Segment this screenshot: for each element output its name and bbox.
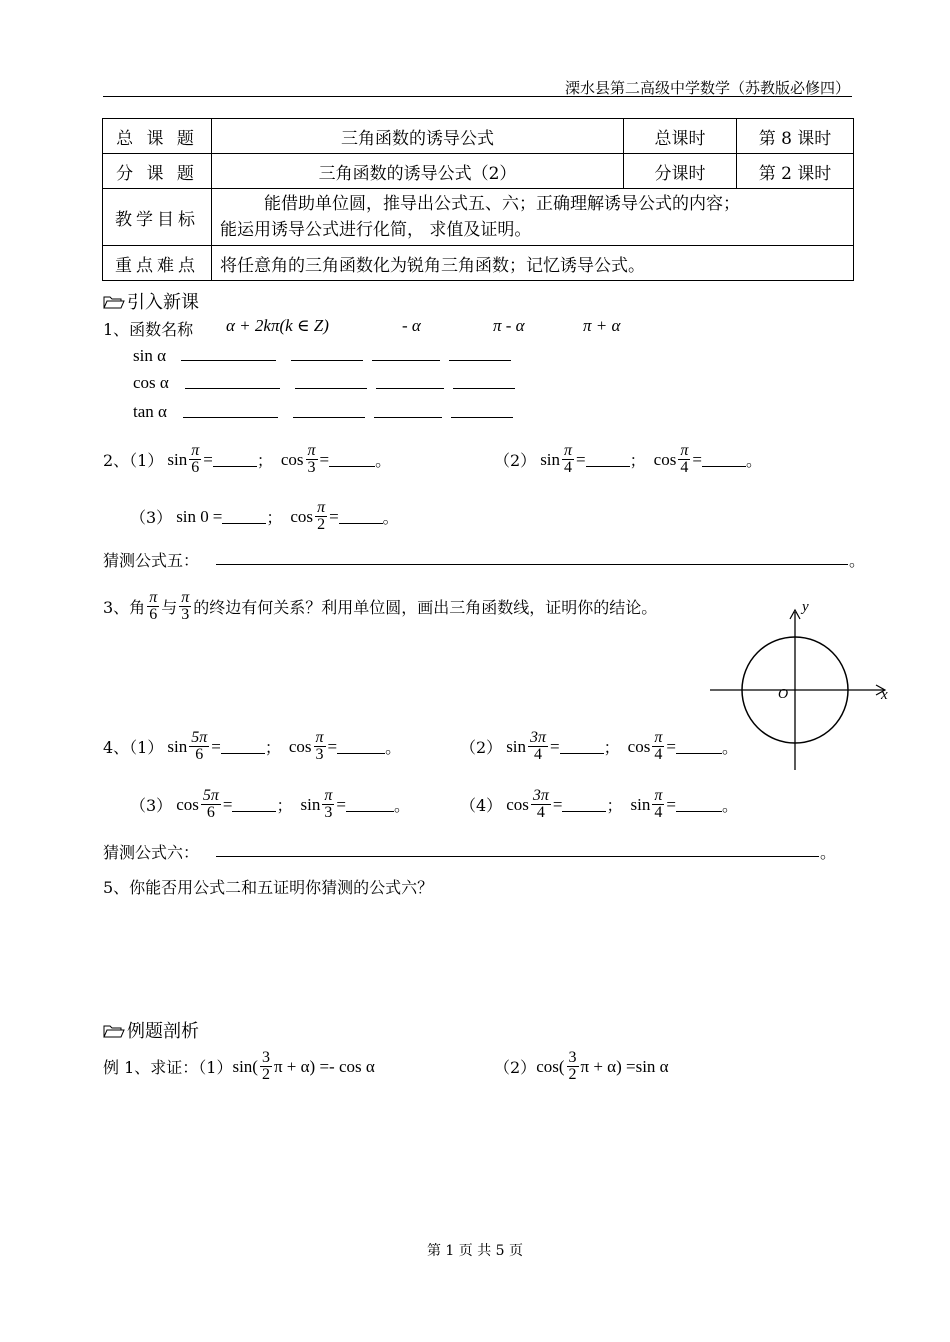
answer-blank[interactable] bbox=[586, 452, 630, 467]
fraction bbox=[322, 788, 334, 821]
teaching-goal-value bbox=[212, 189, 854, 246]
fraction bbox=[315, 500, 327, 533]
q4-part3 bbox=[130, 788, 410, 821]
section-intro bbox=[103, 288, 199, 314]
answer-blank[interactable] bbox=[213, 452, 257, 467]
sin-text: sin bbox=[167, 736, 188, 756]
sin-text: sin bbox=[300, 794, 321, 814]
separator: ； bbox=[606, 796, 623, 815]
fraction-numerator: 5π bbox=[202, 787, 219, 804]
answer-blank[interactable] bbox=[676, 797, 722, 812]
sin0-text: sin 0 bbox=[176, 506, 209, 526]
fraction-numerator: π bbox=[680, 442, 689, 459]
equals-sign: = bbox=[336, 794, 346, 814]
period: 。 bbox=[385, 738, 402, 757]
answer-blank[interactable] bbox=[562, 797, 606, 812]
fraction-denominator: 4 bbox=[680, 459, 689, 476]
fraction-numerator: π bbox=[564, 442, 573, 459]
fraction-numerator: 3 bbox=[261, 1049, 270, 1066]
separator: ； bbox=[629, 451, 646, 470]
example-1-part2-start: cos( bbox=[536, 1056, 565, 1076]
sin-text: sin bbox=[630, 794, 651, 814]
fraction bbox=[260, 1050, 272, 1083]
period: 。 bbox=[721, 738, 738, 757]
q4-part1 bbox=[103, 730, 401, 763]
table-row bbox=[103, 119, 854, 154]
equals-sign: = bbox=[329, 506, 339, 526]
fraction-denominator: 6 bbox=[191, 459, 200, 476]
q1-blank[interactable] bbox=[374, 403, 442, 418]
cos-text: cos bbox=[627, 736, 651, 756]
example-1-label: 例 1、求证：（1） bbox=[103, 1058, 233, 1077]
guess-formula-5-label: 猜测公式五： bbox=[103, 551, 200, 570]
example-1 bbox=[103, 1050, 375, 1083]
q1-col-3: π - α bbox=[493, 316, 525, 335]
table-row bbox=[103, 189, 854, 246]
x-axis-label: x bbox=[881, 687, 888, 703]
fraction bbox=[306, 443, 318, 476]
teaching-goal-line2: 能运用诱导公式进行化简， 求值及证明。 bbox=[220, 220, 532, 240]
fraction bbox=[201, 788, 221, 821]
fraction-denominator: 6 bbox=[149, 606, 158, 623]
answer-blank[interactable] bbox=[676, 739, 722, 754]
fraction bbox=[567, 1050, 579, 1083]
q4-part2-label: （2） bbox=[460, 738, 503, 757]
section-examples bbox=[103, 1017, 199, 1043]
q1-blank[interactable] bbox=[185, 374, 280, 389]
fraction-numerator: π bbox=[324, 787, 333, 804]
sin-text: sin bbox=[506, 736, 527, 756]
q3-mid: 与 bbox=[161, 598, 178, 617]
sin-text: sin bbox=[167, 449, 188, 469]
q2-part3-label: （3） bbox=[130, 508, 173, 527]
separator: ； bbox=[266, 508, 283, 527]
q4-part4 bbox=[460, 788, 738, 821]
equals-sign: = bbox=[550, 736, 560, 756]
cos-text: cos bbox=[280, 449, 304, 469]
q1-blank[interactable] bbox=[451, 403, 513, 418]
fraction bbox=[531, 788, 551, 821]
fraction-denominator: 4 bbox=[654, 804, 663, 821]
q4-part4-label: （4） bbox=[460, 796, 503, 815]
fraction-denominator: 2 bbox=[261, 1066, 270, 1083]
fraction bbox=[562, 443, 574, 476]
answer-blank[interactable] bbox=[329, 452, 375, 467]
q2-part2 bbox=[494, 443, 762, 476]
fraction bbox=[147, 590, 159, 623]
fraction-numerator: π bbox=[654, 787, 663, 804]
table-row bbox=[103, 246, 854, 281]
fraction-denominator: 6 bbox=[206, 804, 215, 821]
fraction-denominator: 3 bbox=[315, 746, 324, 763]
fraction-numerator: 3 bbox=[568, 1049, 577, 1066]
fraction bbox=[652, 788, 664, 821]
separator: ； bbox=[264, 738, 281, 757]
q5-text: 5、你能否用公式二和五证明你猜测的公式六？ bbox=[103, 878, 434, 897]
q1-blank[interactable] bbox=[293, 403, 365, 418]
q1-blank[interactable] bbox=[372, 346, 440, 361]
equals-sign: = bbox=[319, 449, 330, 469]
q1-row-tan: tan α bbox=[133, 402, 167, 421]
answer-blank[interactable] bbox=[222, 509, 266, 524]
guess-formula-6-label: 猜测公式六： bbox=[103, 843, 200, 862]
period: 。 bbox=[849, 551, 866, 570]
folder-icon bbox=[103, 1025, 125, 1038]
guess-formula-5-blank[interactable] bbox=[216, 550, 848, 565]
q1-blank[interactable] bbox=[453, 374, 515, 389]
q3-label: 3、角 bbox=[103, 598, 146, 617]
teaching-goal-label: 教学目标 bbox=[103, 189, 212, 246]
equals-sign: = bbox=[666, 736, 676, 756]
separator: ； bbox=[276, 796, 293, 815]
equals-sign: = bbox=[666, 794, 676, 814]
separator: ； bbox=[603, 738, 620, 757]
period: 。 bbox=[745, 451, 762, 470]
q4-label: 4、（1） bbox=[103, 738, 164, 757]
fraction bbox=[179, 590, 191, 623]
fraction-denominator: 4 bbox=[536, 804, 545, 821]
answer-blank[interactable] bbox=[702, 452, 746, 467]
example-1-part1-end: π + α) =- cos α bbox=[273, 1056, 375, 1076]
q4-part3-label: （3） bbox=[130, 796, 173, 815]
course-topic-label: 总 课 题 bbox=[103, 119, 212, 154]
q1-blank[interactable] bbox=[291, 346, 363, 361]
q1-blank[interactable] bbox=[183, 403, 278, 418]
answer-blank[interactable] bbox=[337, 739, 385, 754]
q2-part3 bbox=[130, 500, 399, 533]
answer-blank[interactable] bbox=[339, 509, 383, 524]
answer-blank[interactable] bbox=[232, 797, 276, 812]
fraction-numerator: π bbox=[191, 442, 200, 459]
period: 。 bbox=[375, 451, 392, 470]
fraction-numerator: 3π bbox=[532, 787, 549, 804]
q2-part1 bbox=[103, 443, 391, 476]
fraction bbox=[678, 443, 690, 476]
equals-sign: = bbox=[203, 449, 213, 469]
sub-hours-value: 第 2 课时 bbox=[737, 154, 854, 189]
fraction bbox=[314, 730, 326, 763]
y-axis-label: y bbox=[802, 599, 809, 615]
example-1-part1-start: sin( bbox=[232, 1056, 258, 1076]
sub-topic-label: 分 课 题 bbox=[103, 154, 212, 189]
total-hours-value: 第 8 课时 bbox=[737, 119, 854, 154]
q1-row-sin: sin α bbox=[133, 346, 166, 365]
fraction bbox=[189, 443, 201, 476]
fraction bbox=[189, 730, 209, 763]
document-header: 溧水县第二高级中学数学（苏教版必修四） bbox=[564, 79, 850, 97]
sin-text: sin bbox=[540, 449, 561, 469]
q1-blank[interactable] bbox=[181, 346, 276, 361]
sub-topic-value: 三角函数的诱导公式（2） bbox=[212, 154, 624, 189]
q1-col-4: π + α bbox=[583, 316, 621, 335]
sub-hours-label: 分课时 bbox=[624, 154, 737, 189]
key-points-label: 重点难点 bbox=[103, 246, 212, 281]
guess-formula-6-blank[interactable] bbox=[216, 842, 819, 857]
lesson-info-table bbox=[102, 118, 854, 281]
period: 。 bbox=[382, 508, 399, 527]
separator: ； bbox=[256, 451, 273, 470]
fraction-denominator: 3 bbox=[324, 804, 333, 821]
q1-col-1: α + 2kπ(k ∈ Z) bbox=[226, 316, 329, 335]
page-footer: 第 1 页 共 5 页 bbox=[426, 1243, 524, 1259]
equals-sign: = bbox=[692, 449, 702, 469]
q3-text bbox=[103, 590, 657, 623]
cos-text: cos bbox=[506, 794, 529, 814]
q1-row-cos: cos α bbox=[133, 373, 169, 392]
fraction-numerator: 5π bbox=[191, 729, 208, 746]
fraction-denominator: 2 bbox=[317, 516, 326, 533]
equals-sign: = bbox=[222, 794, 233, 814]
q1-label: 1、函数名称 bbox=[103, 320, 194, 339]
fraction-denominator: 4 bbox=[534, 746, 543, 763]
cos-text: cos bbox=[653, 449, 677, 469]
q1-col-2: - α bbox=[402, 316, 421, 335]
fraction-numerator: π bbox=[317, 499, 326, 516]
equals-sign: = bbox=[327, 736, 338, 756]
fraction-numerator: π bbox=[307, 442, 316, 459]
header-rule bbox=[103, 96, 852, 97]
fraction-numerator: π bbox=[315, 729, 324, 746]
q2-label: 2、（1） bbox=[103, 451, 164, 470]
fraction-numerator: 3π bbox=[530, 729, 547, 746]
course-topic-value: 三角函数的诱导公式 bbox=[212, 119, 624, 154]
equals-sign: = bbox=[576, 449, 586, 469]
example-1-part2 bbox=[494, 1050, 669, 1083]
fraction-numerator: π bbox=[181, 589, 190, 606]
fraction-denominator: 2 bbox=[568, 1066, 577, 1083]
example-1-part2-end: π + α) =sin α bbox=[580, 1056, 669, 1076]
total-hours-label: 总课时 bbox=[624, 119, 737, 154]
fraction-denominator: 4 bbox=[564, 459, 573, 476]
period: 。 bbox=[721, 796, 738, 815]
fraction-denominator: 3 bbox=[181, 606, 190, 623]
period: 。 bbox=[393, 796, 410, 815]
equals-sign: = bbox=[552, 794, 563, 814]
q1-blank[interactable] bbox=[449, 346, 511, 361]
example-1-part2-label: （2） bbox=[494, 1058, 537, 1077]
cos-text: cos bbox=[176, 794, 199, 814]
answer-blank[interactable] bbox=[346, 797, 394, 812]
origin-label: O bbox=[778, 687, 789, 702]
fraction-numerator: π bbox=[149, 589, 158, 606]
fraction-denominator: 4 bbox=[654, 746, 663, 763]
q2-part2-label: （2） bbox=[494, 451, 537, 470]
key-points-value: 将任意角的三角函数化为锐角三角函数；记忆诱导公式。 bbox=[212, 246, 854, 281]
cos-text: cos bbox=[288, 736, 312, 756]
section-examples-title: 例题剖析 bbox=[127, 1021, 199, 1042]
q1-blank[interactable] bbox=[376, 374, 444, 389]
fraction-denominator: 6 bbox=[195, 746, 204, 763]
answer-blank[interactable] bbox=[560, 739, 604, 754]
table-row bbox=[103, 154, 854, 189]
cos-text: cos bbox=[290, 506, 314, 526]
period: 。 bbox=[820, 843, 837, 862]
q3-question: 的终边有何关系？利用单位圆，画出三角函数线，证明你的结论。 bbox=[193, 598, 658, 617]
q1-blank[interactable] bbox=[295, 374, 367, 389]
answer-blank[interactable] bbox=[221, 739, 265, 754]
fraction-numerator: π bbox=[654, 729, 663, 746]
equals-sign: = bbox=[212, 506, 223, 526]
equals-sign: = bbox=[211, 736, 221, 756]
q4-part2 bbox=[460, 730, 738, 763]
teaching-goal-line1: 能借助单位圆，推导出公式五、六；正确理解诱导公式的内容； bbox=[264, 194, 740, 214]
folder-icon bbox=[103, 296, 125, 309]
fraction bbox=[528, 730, 548, 763]
fraction bbox=[652, 730, 664, 763]
fraction-denominator: 3 bbox=[307, 459, 316, 476]
section-intro-title: 引入新课 bbox=[127, 292, 199, 313]
